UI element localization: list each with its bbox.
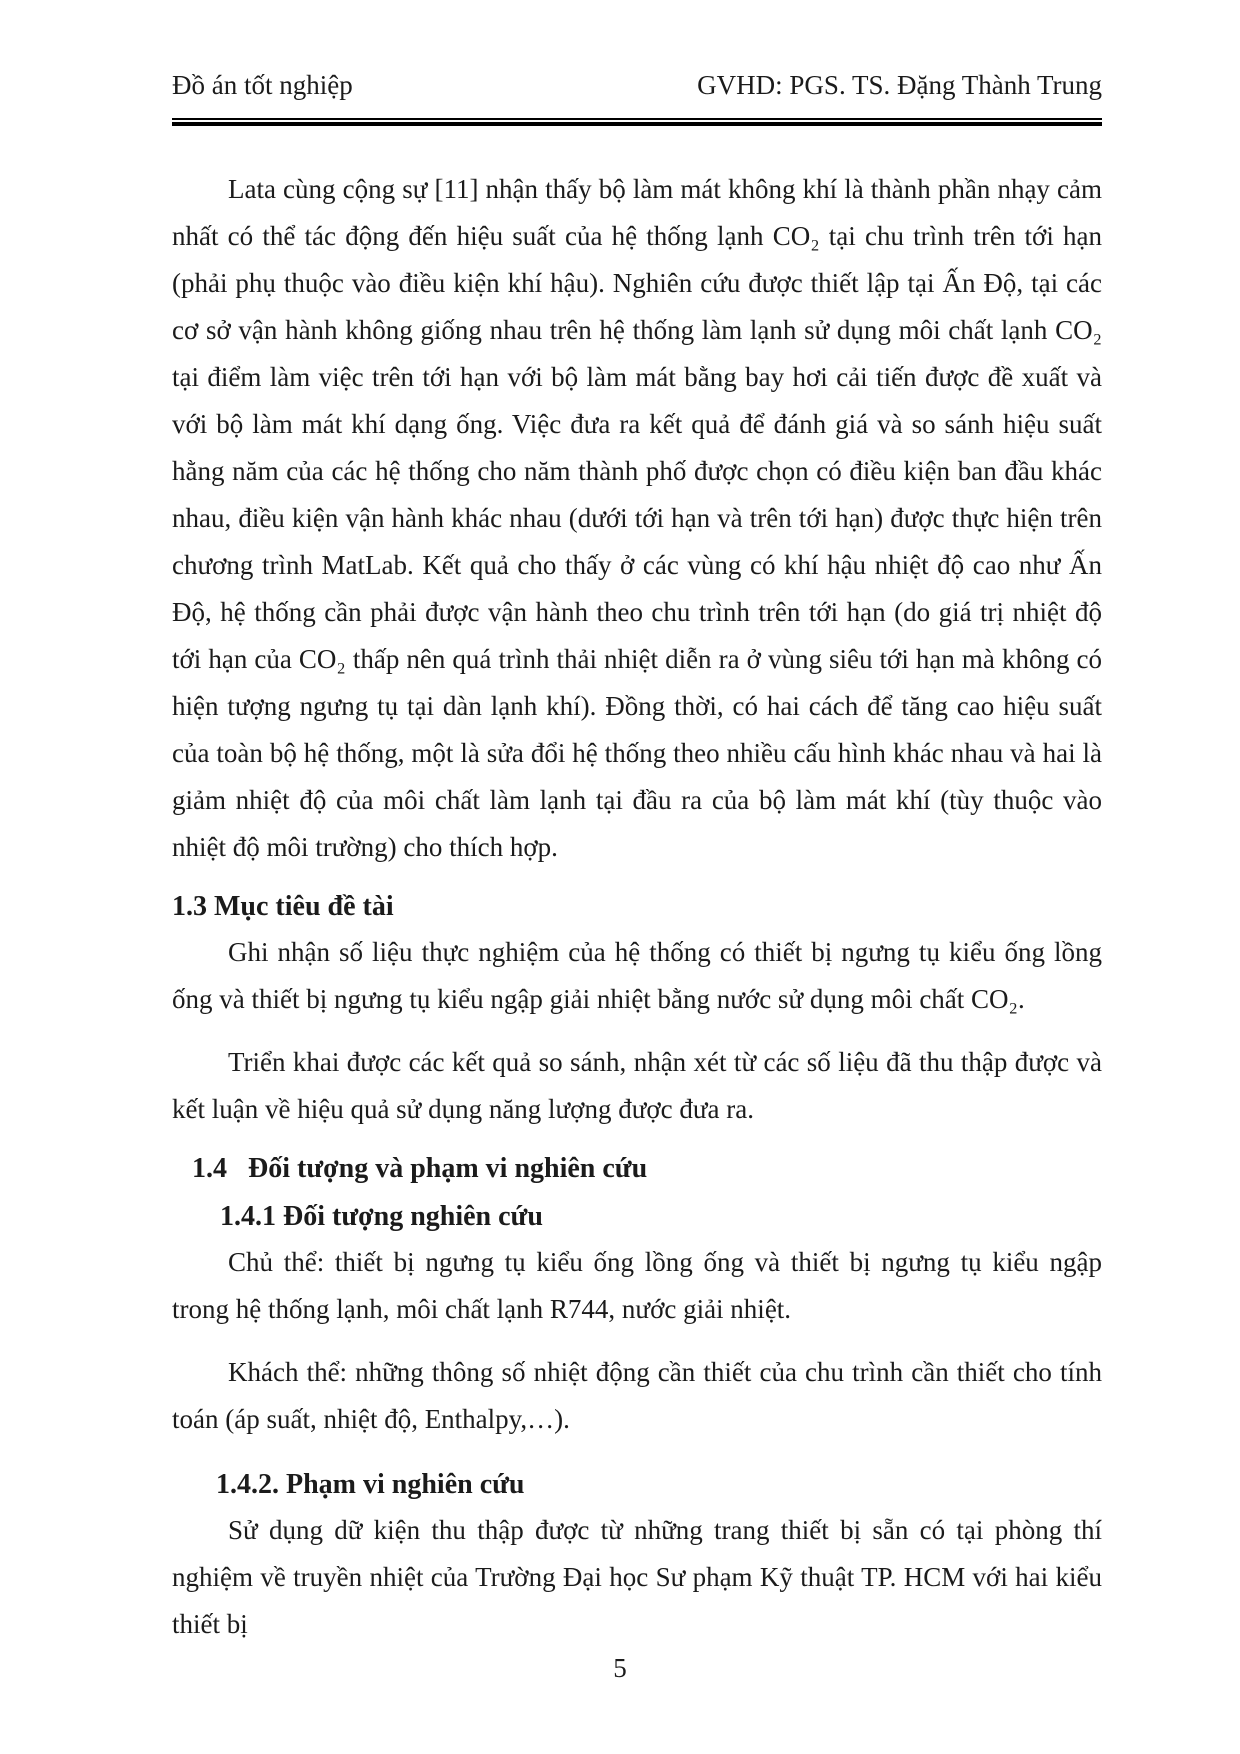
header-divider xyxy=(172,118,1102,126)
header-advisor: GVHD: PGS. TS. Đặng Thành Trung xyxy=(697,70,1102,100)
page-number: 5 xyxy=(613,1653,627,1683)
heading-1-4-1-doi-tuong: 1.4.1 Đối tượng nghiên cứu xyxy=(220,1201,543,1232)
header-doc-title: Đồ án tốt nghiệp xyxy=(172,70,353,100)
paragraph-chu-the: Chủ thể: thiết bị ngưng tụ kiểu ống lồng ống và thiết bị ngưng tụ kiểu ngập trong hệ thống lạnh, môi chất lạnh R744, nước giải nhiệt. xyxy=(172,1247,1102,1324)
page-content xyxy=(0,166,1240,1648)
paragraph-trien-khai: Triển khai được các kết quả so sánh, nhận xét từ các số liệu đã thu thập được và kết luận về hiệu quả sử dụng năng lượng được đưa ra. xyxy=(172,1047,1102,1124)
paragraph-su-dung-du-kien: Sử dụng dữ kiện thu thập được từ những trang thiết bị sẵn có tại phòng thí nghiệm về truyền nhiệt của Trường Đại học Sư phạm Kỹ thuật TP. HCM với hai kiểu thiết bị xyxy=(172,1515,1102,1639)
paragraph-ghi-nhan: Ghi nhận số liệu thực nghiệm của hệ thống có thiết bị ngưng tụ kiểu ống lồng ống và thiết bị ngưng tụ kiểu ngập giải nhiệt bằng nước sử dụng môi chất CO₂. xyxy=(172,937,1102,1014)
heading-1-4-doi-tuong-pham-vi: 1.4 Đối tượng và phạm vi nghiên cứu xyxy=(192,1153,648,1184)
heading-1-3-muc-tieu: 1.3 Mục tiêu đề tài xyxy=(172,891,394,922)
heading-1-4-2-pham-vi: 1.4.2. Phạm vi nghiên cứu xyxy=(216,1469,525,1500)
page-footer xyxy=(0,1653,1240,1684)
page-header xyxy=(172,0,1102,102)
paragraph-khach-the: Khách thể: những thông số nhiệt động cần thiết của chu trình cần thiết cho tính toán (áp suất, nhiệt độ, Enthalpy,…). xyxy=(172,1357,1102,1434)
paragraph-lata-study: Lata cùng cộng sự [11] nhận thấy bộ làm mát không khí là thành phần nhạy cảm nhất có thể tác động đến hiệu suất của hệ thống lạnh CO₂ tại chu trình trên tới hạn (phải phụ thuộc vào điều kiện khí hậu). Nghiên cứu được thiết lập tại Ấn Độ, tại các cơ sở vận hành không giống nhau trên hệ thống làm lạnh sử dụng môi chất lạnh CO₂ tại điểm làm việc trên tới hạn với bộ làm mát bằng bay hơi cải tiến được đề xuất và với bộ làm mát khí dạng ống. Việc đưa ra kết quả để đánh giá và so sánh hiệu suất hằng năm của các hệ thống cho năm thành phố được chọn có điều kiện ban đầu khác nhau, điều kiện vận hành khác nhau (dưới tới hạn và trên tới hạn) được thực hiện trên chương trình MatLab. Kết quả cho thấy ở các vùng có khí hậu nhiệt độ cao như Ấn Độ, hệ thống cần phải được vận hành theo chu trình trên tới hạn (do giá trị nhiệt độ tới hạn của CO₂ thấp nên quá trình thải nhiệt diễn ra ở vùng siêu tới hạn mà không có hiện tượng ngưng tụ tại dàn lạnh khí). Đồng thời, có hai cách để tăng cao hiệu suất của toàn bộ hệ thống, một là sửa đổi hệ thống theo nhiều cấu hình khác nhau và hai là giảm nhiệt độ của môi chất làm lạnh tại đầu ra của bộ làm mát khí (tùy thuộc vào nhiệt độ môi trường) cho thích hợp. xyxy=(172,174,1102,862)
